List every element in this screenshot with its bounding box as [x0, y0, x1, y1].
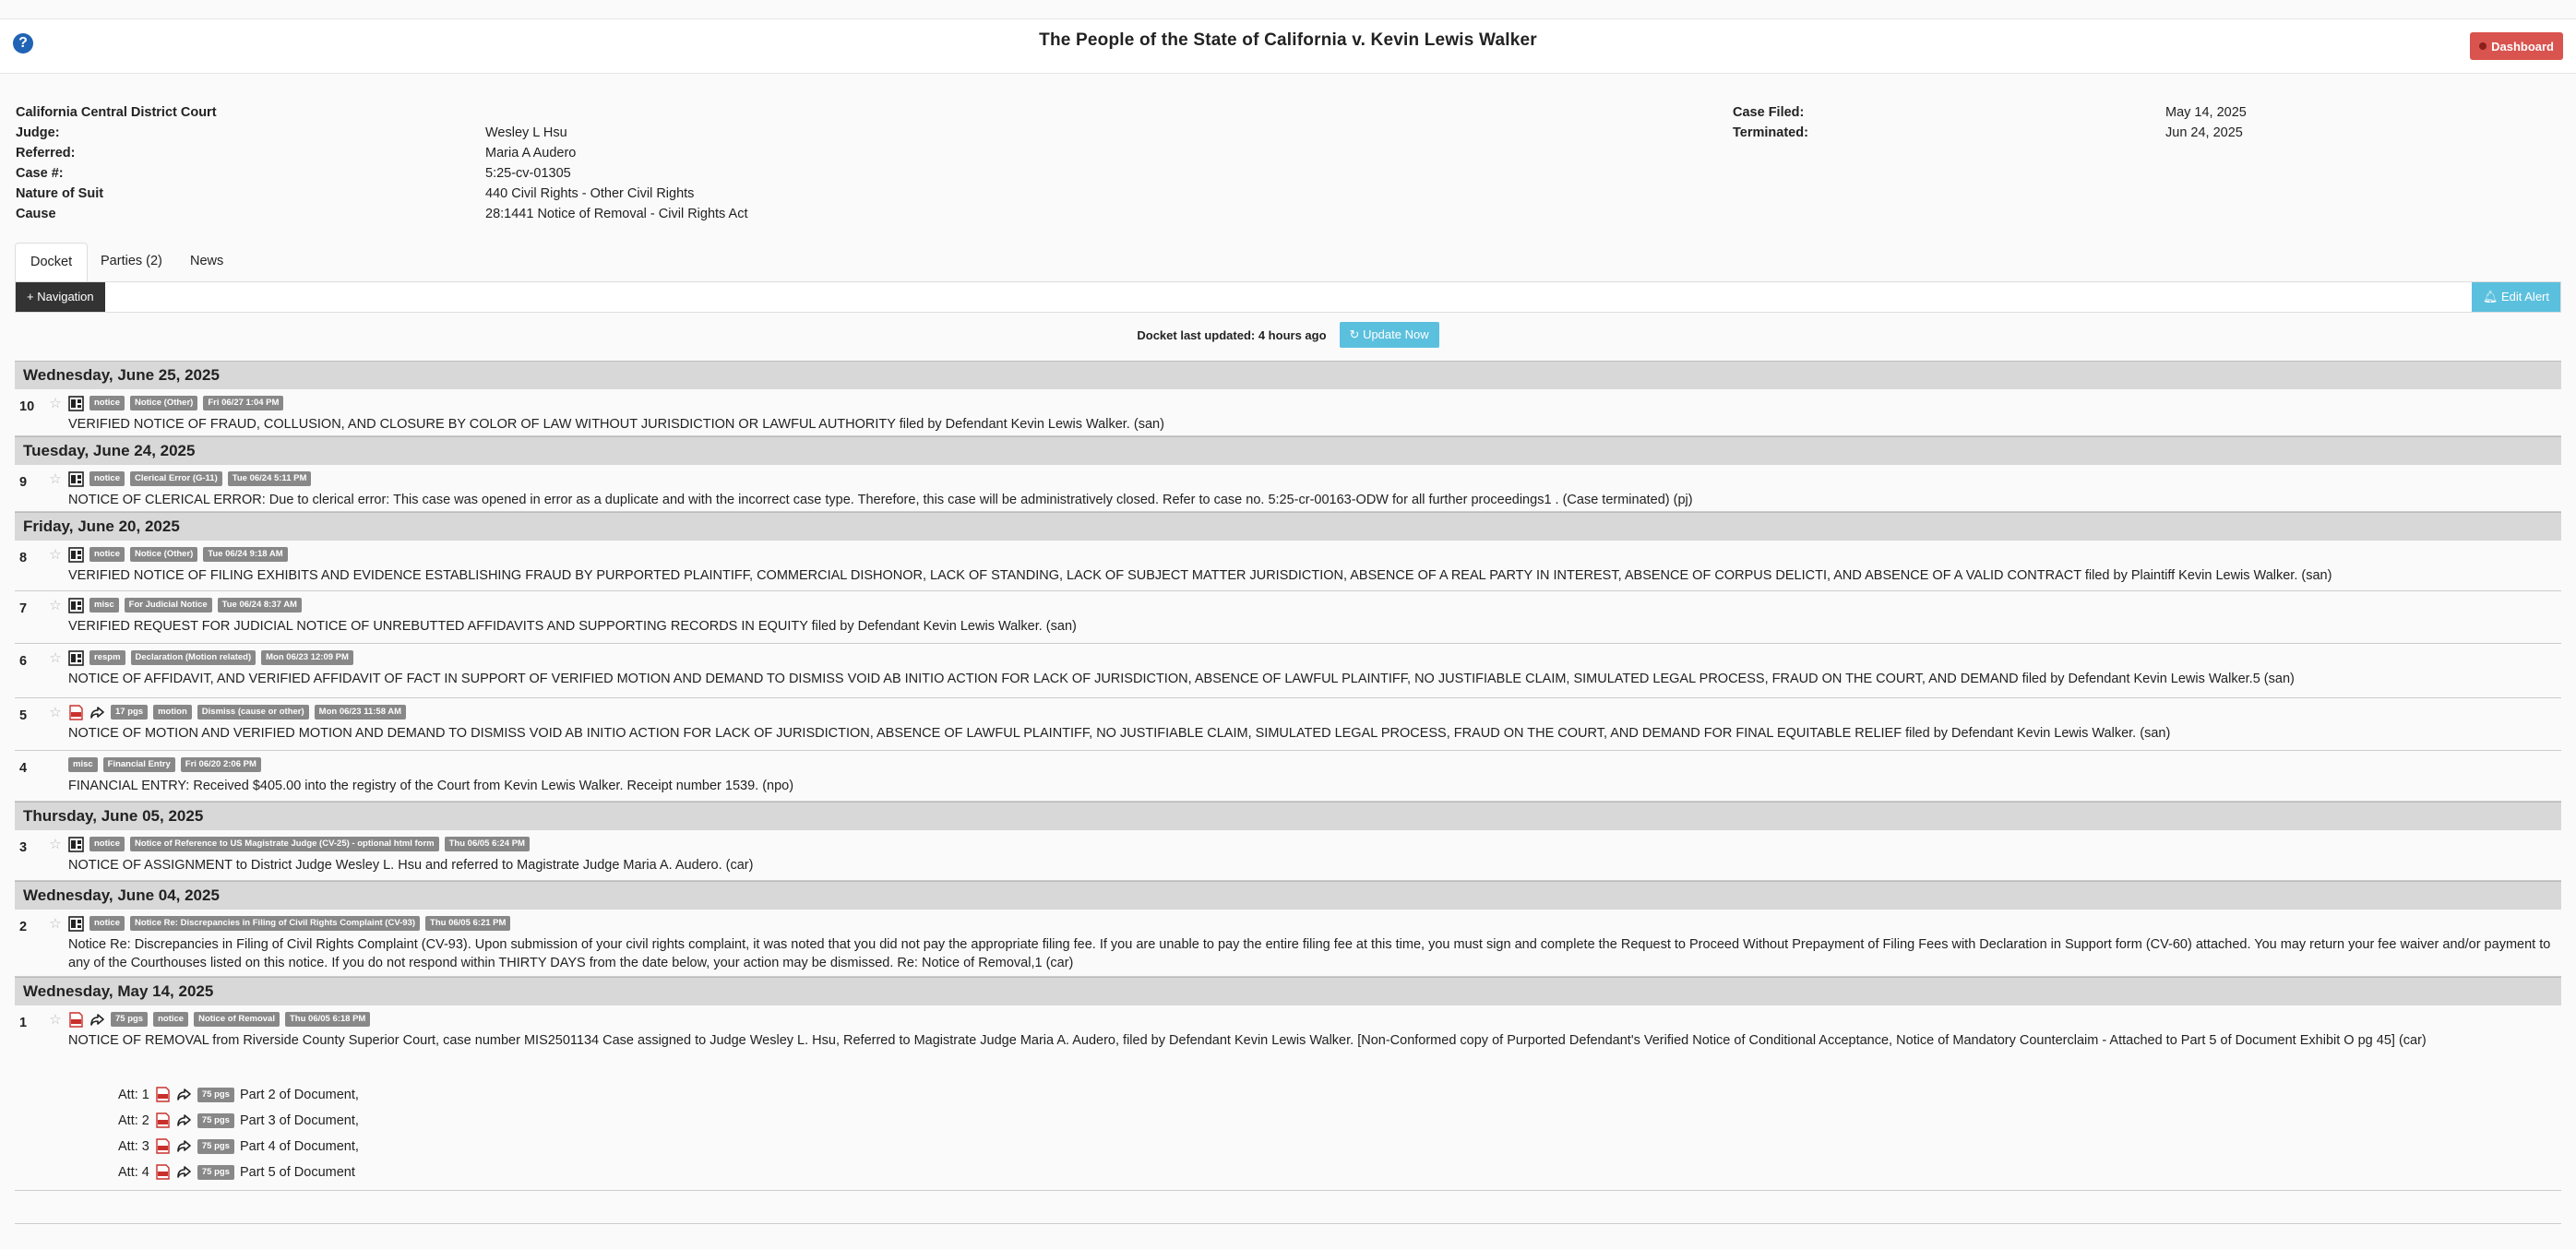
judge-label: Judge: — [16, 125, 60, 140]
attachment-description: Part 3 of Document, — [239, 1112, 359, 1128]
share-icon[interactable] — [89, 705, 105, 720]
court-name: California Central District Court — [16, 105, 217, 120]
entry-meta — [48, 546, 288, 563]
attachment-row[interactable] — [118, 1087, 359, 1102]
dashboard-button[interactable] — [2470, 32, 2563, 60]
document-icon[interactable] — [68, 471, 84, 487]
document-icon[interactable] — [68, 650, 84, 666]
tag-badge: Thu 06/05 6:24 PM — [445, 837, 530, 851]
entry-text: VERIFIED REQUEST FOR JUDICIAL NOTICE OF UNREBUTTED AFFIDAVITS AND SUPPORTING RECORDS IN EQUITY filed by Defendant Kevin Lewis Walker. (san) — [68, 619, 1077, 634]
tag-badge: Thu 06/05 6:18 PM — [285, 1012, 370, 1027]
star-icon[interactable]: ☆ — [49, 547, 62, 563]
tag-badge: notice — [89, 396, 125, 410]
tag-badge: respm — [89, 650, 125, 665]
share-icon[interactable] — [89, 1012, 105, 1028]
tag-badge: Fri 06/27 1:04 PM — [203, 396, 283, 410]
entry-number: 7 — [19, 601, 28, 616]
tag-badge: Thu 06/05 6:21 PM — [425, 916, 510, 931]
tag-badge: Mon 06/23 12:09 PM — [261, 650, 353, 665]
tag-badge: Fri 06/20 2:06 PM — [181, 757, 261, 772]
star-icon[interactable]: ☆ — [49, 705, 62, 720]
tab-bar — [15, 243, 2561, 282]
attachment-label: Att: 1 — [118, 1087, 149, 1102]
docket-entry — [15, 751, 2561, 802]
filed-label: Case Filed: — [1733, 105, 1805, 120]
tag-badge: misc — [68, 757, 98, 772]
dashboard-icon — [2479, 42, 2487, 50]
pdf-icon[interactable] — [155, 1164, 171, 1180]
document-icon[interactable] — [68, 598, 84, 613]
tag-badge: Notice (Other) — [130, 547, 197, 562]
bell-icon: 🔔︎ — [2482, 290, 2498, 303]
docket-entry — [15, 465, 2561, 512]
document-icon[interactable] — [68, 396, 84, 411]
tag-badge: Mon 06/23 11:58 AM — [315, 705, 406, 720]
attachment-row[interactable] — [118, 1112, 359, 1128]
entry-number: 4 — [19, 761, 28, 776]
judge-value: Wesley L Hsu — [485, 125, 567, 140]
entry-meta — [48, 597, 302, 613]
date-header: Wednesday, June 04, 2025 — [15, 881, 2561, 910]
attachment-description: Part 4 of Document, — [239, 1138, 359, 1154]
navigation-button[interactable]: + Navigation — [16, 282, 105, 312]
star-icon[interactable]: ☆ — [49, 471, 62, 487]
page-count-badge: 75 pgs — [197, 1113, 234, 1128]
entry-number: 9 — [19, 475, 28, 490]
tag-badge: Tue 06/24 5:11 PM — [228, 471, 312, 486]
divider — [15, 1223, 2561, 1224]
tag-badge: Notice (Other) — [130, 396, 197, 410]
star-icon[interactable]: ☆ — [49, 396, 62, 411]
tag-badge: Financial Entry — [103, 757, 175, 772]
docket-entry — [15, 591, 2561, 644]
tag-badge: notice — [89, 547, 125, 562]
tab-docket[interactable]: Docket — [15, 243, 88, 282]
tag-badge: 75 pgs — [111, 1012, 148, 1027]
cause-label: Cause — [16, 207, 56, 221]
document-icon[interactable] — [68, 916, 84, 932]
case-info — [0, 74, 2576, 244]
tag-badge: Declaration (Motion related) — [131, 650, 256, 665]
page-count-badge: 75 pgs — [197, 1165, 234, 1180]
terminated-label: Terminated: — [1733, 125, 1808, 140]
tag-badge: misc — [89, 598, 119, 613]
edit-alert-label: Edit Alert — [2500, 290, 2549, 303]
attachment-label: Att: 2 — [118, 1112, 149, 1128]
entry-text: NOTICE OF CLERICAL ERROR: Due to clerical error: This case was opened in error as a duplicate and with the incorrect case type. Therefore, this case will be administratively closed. Refer to case no. 5:25-cr-00163-ODW for all further proceedings1 . (Case terminated) (pj) — [68, 493, 1693, 507]
entry-number: 5 — [19, 708, 28, 723]
entry-number: 3 — [19, 840, 28, 855]
document-icon[interactable] — [68, 837, 84, 852]
nature-label: Nature of Suit — [16, 186, 104, 201]
entry-number: 2 — [19, 920, 28, 934]
docket-entry — [15, 389, 2561, 436]
docket-entry — [15, 541, 2561, 591]
attachment-row[interactable] — [118, 1164, 355, 1180]
date-header: Tuesday, June 24, 2025 — [15, 436, 2561, 465]
star-icon[interactable]: ☆ — [49, 650, 62, 666]
tag-badge: Notice Re: Discrepancies in Filing of Civil Rights Complaint (CV-93) — [130, 916, 420, 931]
share-icon[interactable] — [176, 1164, 192, 1180]
docket-entry — [15, 830, 2561, 881]
edit-alert-button[interactable] — [2472, 282, 2560, 312]
star-icon[interactable]: ☆ — [49, 1012, 62, 1028]
attachment-description: Part 2 of Document, — [239, 1087, 359, 1102]
referred-label: Referred: — [16, 146, 76, 161]
tag-badge: For Judicial Notice — [125, 598, 212, 613]
entry-text: NOTICE OF REMOVAL from Riverside County Superior Court, case number MIS2501134 Case assigned to Judge Wesley L. Hsu, Referred to Magistrate Judge Maria A. Audero, filed by Defendant Kevin Lewis Walker. [Non-Conformed copy of Purported Defendant's Verified Notice of Conditional Acceptance, Notice of Mandatory Counterclaim - Attached to Part 5 of Document Exhibit O pg 45] (car) — [68, 1033, 2427, 1048]
filed-value: May 14, 2025 — [2165, 105, 2247, 120]
entry-text: NOTICE OF MOTION AND VERIFIED MOTION AND DEMAND TO DISMISS VOID AB INITIO ACTION FOR LACK OF JURISDICTION, ABSENCE OF LAWFUL PLAINTIFF, NO JUSTIFIABLE CLAIM, SIMULATED LEGAL PROCESS, FRAUD ON THE COURT, AND DEMAND FOR FINAL EQUITABLE RELIEF filed by Defendant Kevin Lewis Walker. (san) — [68, 726, 2171, 741]
tag-badge: notice — [89, 471, 125, 486]
attachment-description: Part 5 of Document — [239, 1164, 355, 1180]
tag-badge: Notice of Removal — [194, 1012, 280, 1027]
pdf-icon[interactable] — [155, 1138, 171, 1154]
attachment-row[interactable] — [118, 1138, 359, 1154]
date-header: Thursday, June 05, 2025 — [15, 802, 2561, 830]
docket-entry — [15, 1005, 2561, 1191]
case-number-label: Case #: — [16, 166, 64, 181]
page-count-badge: 75 pgs — [197, 1139, 234, 1154]
update-now-label: Update Now — [1363, 327, 1429, 341]
entry-text: NOTICE OF AFFIDAVIT, AND VERIFIED AFFIDAVIT OF FACT IN SUPPORT OF VERIFIED MOTION AND DEMAND TO DISMISS VOID AB INITIO ACTION FOR LACK OF JURISDICTION, ABSENCE OF LAWFUL PLAINTIFF, NO JUSTIFIABLE CLAIM, SIMULATED LEGAL PROCESS, FRAUD ON THE COURT, AND DEMAND filed by Defendant Kevin Lewis Walker.5 (san) — [68, 672, 2295, 686]
entry-meta — [48, 395, 283, 411]
star-icon[interactable]: ☆ — [49, 837, 62, 852]
entry-text: Notice Re: Discrepancies in Filing of Civil Rights Complaint (CV-93). Upon submission of your civil rights complaint, it was noted that you did not pay the appropriate filing fee. If you are unable to pay the entire filing fee at this time, you must sign and complete the Request to Proceed Without Prepayment of Filing Fees with Declaration in Support form (CV-60) attached. You may return your fee waiver and/or payment to any of the Courthouses listed on this notice. If you do not respond within THIRTY DAYS from the date below, your action may be dismissed. Re: Notice of Removal,1 (car) — [68, 937, 2551, 970]
terminated-value: Jun 24, 2025 — [2165, 125, 2243, 140]
docket-entry — [15, 644, 2561, 698]
tag-badge: 17 pgs — [111, 705, 148, 720]
tag-badge: notice — [153, 1012, 188, 1027]
page-title: The People of the State of California v. Kevin Lewis Walker — [1039, 30, 1537, 50]
tag-badge: Dismiss (cause or other) — [197, 705, 309, 720]
date-header: Wednesday, June 25, 2025 — [15, 361, 2561, 389]
document-icon[interactable] — [68, 547, 84, 563]
entry-number: 8 — [19, 551, 28, 565]
pdf-icon[interactable] — [68, 1012, 84, 1028]
date-header: Wednesday, May 14, 2025 — [15, 977, 2561, 1005]
entry-meta — [48, 704, 406, 720]
docket-toolbar — [15, 281, 2561, 313]
tag-badge: Tue 06/24 8:37 AM — [218, 598, 302, 613]
share-icon[interactable] — [176, 1087, 192, 1102]
tag-badge: notice — [89, 916, 125, 931]
entry-meta — [48, 470, 311, 487]
last-updated-text: Docket last updated: 4 hours ago — [1137, 327, 1327, 342]
entry-number: 10 — [19, 399, 35, 414]
tag-badge: notice — [89, 837, 125, 851]
tag-badge: Tue 06/24 9:18 AM — [203, 547, 287, 562]
entry-text: FINANCIAL ENTRY: Received $405.00 into the registry of the Court from Kevin Lewis Walker. Receipt number 1539. (npo) — [68, 779, 794, 793]
refresh-icon: ↻ — [1349, 327, 1360, 341]
entry-meta — [48, 756, 261, 773]
share-icon[interactable] — [176, 1112, 192, 1128]
update-now-button[interactable] — [1340, 322, 1439, 348]
page-count-badge: 75 pgs — [197, 1088, 234, 1102]
entry-text: VERIFIED NOTICE OF FRAUD, COLLUSION, AND CLOSURE BY COLOR OF LAW WITHOUT JURISDICTION OR LAWFUL AUTHORITY filed by Defendant Kevin Lewis Walker. (san) — [68, 417, 1164, 432]
referred-value: Maria A Audero — [485, 146, 577, 161]
attachment-label: Att: 4 — [118, 1164, 149, 1180]
update-row — [0, 321, 2576, 349]
pdf-icon[interactable] — [155, 1087, 171, 1102]
docket-entry — [15, 910, 2561, 977]
tag-badge: Notice of Reference to US Magistrate Judge (CV-25) - optional html form — [130, 837, 439, 851]
tag-badge: motion — [153, 705, 192, 720]
entry-meta — [48, 649, 353, 666]
entry-text: VERIFIED NOTICE OF FILING EXHIBITS AND EVIDENCE ESTABLISHING FRAUD BY PURPORTED PLAINTIFF, COMMERCIAL DISHONOR, LACK OF STANDING, LACK OF SUBJECT MATTER JURISDICTION, ABSENCE OF A REAL PARTY IN INTEREST, ABSENCE OF CORPUS DELICTI, AND ABSENCE OF A VALID CONTRACT filed by Plaintiff Kevin Lewis Walker. (san) — [68, 568, 2332, 583]
nature-value: 440 Civil Rights - Other Civil Rights — [485, 186, 695, 201]
entry-text: NOTICE OF ASSIGNMENT to District Judge Wesley L. Hsu and referred to Magistrate Judge Maria A. Audero. (car) — [68, 858, 754, 873]
star-icon[interactable]: ☆ — [49, 598, 62, 613]
star-icon[interactable]: ☆ — [49, 916, 62, 932]
entry-number: 1 — [19, 1016, 28, 1030]
docket-list — [15, 361, 2561, 1191]
cause-value: 28:1441 Notice of Removal - Civil Rights Act — [485, 207, 748, 221]
entry-number: 6 — [19, 654, 28, 669]
entry-meta — [48, 915, 510, 932]
entry-meta — [48, 1011, 370, 1028]
case-number-value: 5:25-cv-01305 — [485, 166, 571, 181]
pdf-icon[interactable] — [68, 705, 84, 720]
tab-parties[interactable]: Parties (2) — [101, 254, 162, 268]
tag-badge: Clerical Error (G-11) — [130, 471, 222, 486]
dashboard-label: Dashboard — [2491, 39, 2554, 54]
help-icon[interactable]: ? — [13, 33, 33, 54]
attachment-label: Att: 3 — [118, 1138, 149, 1154]
pdf-icon[interactable] — [155, 1112, 171, 1128]
docket-entry — [15, 698, 2561, 751]
header-bar — [0, 18, 2576, 74]
date-header: Friday, June 20, 2025 — [15, 512, 2561, 541]
tab-news[interactable]: News — [190, 254, 224, 268]
entry-meta — [48, 836, 530, 852]
share-icon[interactable] — [176, 1138, 192, 1154]
